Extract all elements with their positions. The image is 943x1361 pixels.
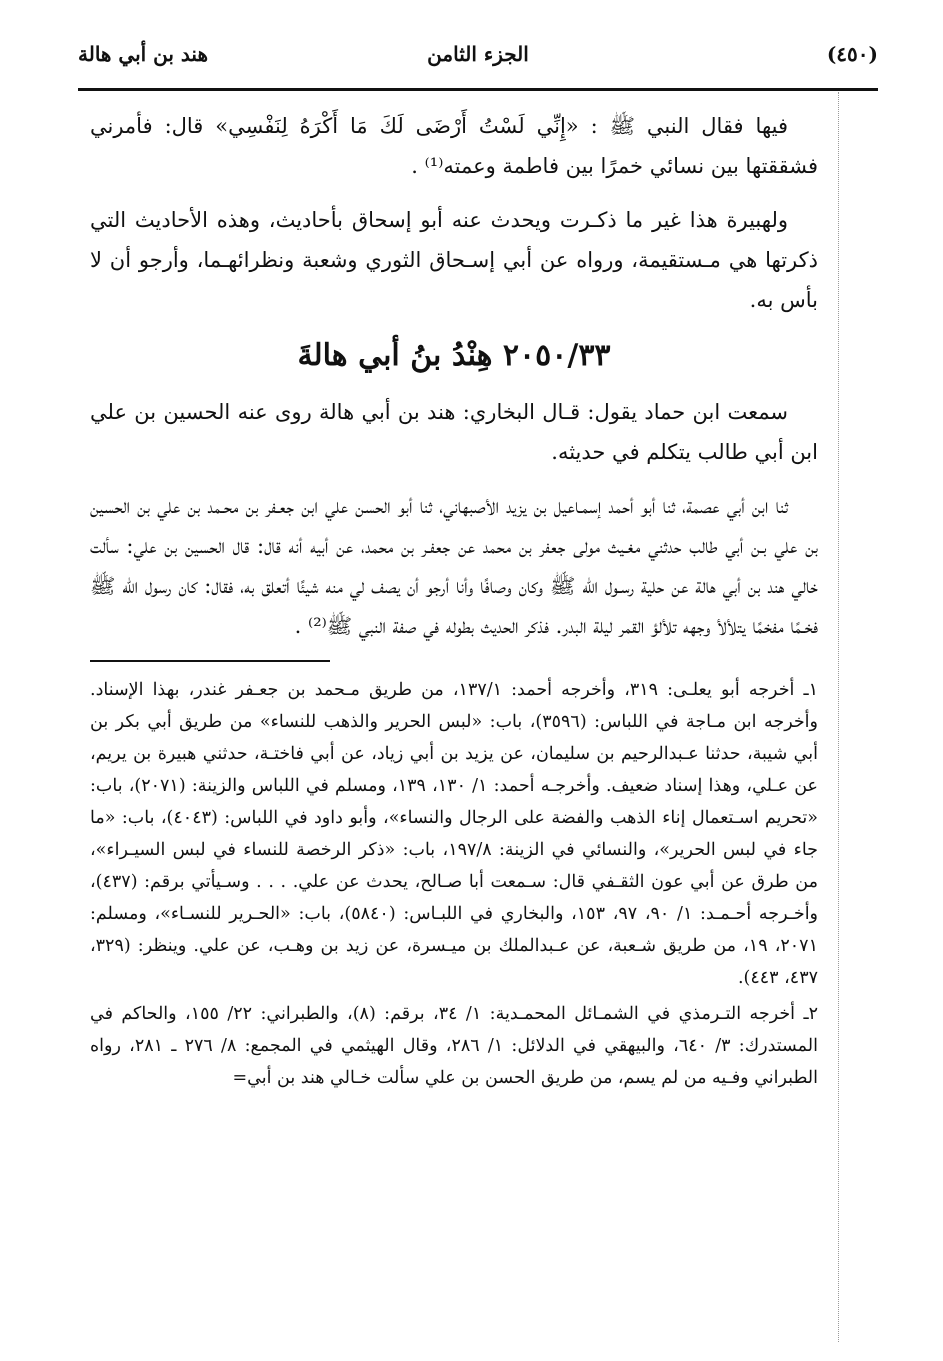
section-title: ٢٠٥٠/٣٣ هِنْدُ بنُ أبي هالةَ (297, 338, 611, 373)
footnote: ١ـ أخرجه أبو يعلـى: ٣١٩، وأخرجه أحمد: ١٣٧/١، من طريق مـحمد بن جعـفر غندر، بهذا الإسناد. وأخرجه ابن مـاجة في اللباس: (٣٥٩٦)، باب: «لبس الحرير والذهب للنساء» من طريق أبي بكر بن أبي شيبة، حدثنا عـبدالرحيم بن سليمان، عن يزيد بن أبي زياد، عن أبي فاختـة، حدثني هبيرة بن يريم، عن عـلي، وهذا إسناد ضعيف. وأخرجـه أحمد: ١/ ١٣٠، ١٣٩، ومسلم في اللباس والزينة: (٢٠٧١)، باب: «تحريم اسـتعمال إناء الذهب والفضة على الرجال والنساء»، وأبو داود في اللباس: (٤٠٤٣)، باب: «ما جاء في لبس الحرير»، والنسائي في الزينة: ١٩٧/٨، باب: «ذكر الرخصة للنساء في لبس السيـراء»، من طرق عن أبي عون الثقـفي قال: سـمعت أبا صـالح، يحدث عن علي. . . . وسـيأتي برقم: (٤٣٧)، وأخـرجه أحـمـد: ١/ ٩٠، ٩٧، ١٥٣، والبخاري في اللبـاس: (٥٨٤٠)، باب: «الحـرير للنسـاء»، ومسلم: ٢٠٧١، ١٩، من طريق شـعبة، عن عـبدالملك بن ميـسرة، عن زيد بن وهـب، عن علي. وينظر: (٣٢٩، ٤٣٧، ٤٤٣). (90, 680, 819, 988)
entry-title-running: هند بن أبي هالة (78, 42, 209, 66)
page-number: (٤٥٠) (826, 42, 878, 66)
paragraph: فيها فقال النبي ﷺ : «إِنِّي لَسْتُ أَرْضَى لَكَ مَا أَكْرَهُ لِنَفْسِي» قال: فأمرني فشققتها بين نسائي خمرًا بين فاطمة وعمته⁽¹⁾ . (90, 114, 818, 178)
page-body (90, 106, 818, 1098)
paragraph: ولهبيرة هذا غير ما ذكـرت ويحدث عنه أبو إسحاق بأحاديث، وهذه الأحاديث التي ذكرتها هي مـستقيمة، ورواه عن أبي إسـحاق الثوري وشعبة ونظرائهـما، وأرجو أن لا بأس به. (90, 208, 818, 312)
paragraph: ثنا ابن أبي عصمة، ثنا أبو أحمد إسمـاعيل بن يزيد الأصبهاني، ثنا أبو الحسن علي ابن جعـفر بن محـمد بن علي بن الحسين بن علي بـن أبي طالب حدثني مغـيث مولى جعفر بن محمد عن جعفـر بن محمد، عن أبيه أنه قال: قال الحسين بن علي: سألت خالي هند بن أبي هالة عن حلية رسـول الله ﷺ وكان وصافًا وأنا أرجو أن يصف لي منه شيئًا أتعلق به، فقال: كان رسول الله ﷺ فخـمًا مفخمًا يتلألأ وجهه تلألؤ القمر ليلة البدر. فذكر الحديث بطوله في صفة النبي ﷺ⁽²⁾ . (90, 494, 818, 638)
header-rule (78, 88, 878, 91)
paragraph: سمعت ابن حماد يقول: قـال البخاري: هند بن أبي هالة روى عنه الحسين بن علي ابن أبي طالب يتكلم في حديثه. (90, 400, 818, 464)
footnote-separator (90, 660, 330, 662)
volume-label: الجزء الثامن (427, 42, 529, 66)
margin-rule (838, 92, 839, 1342)
footnote: ٢ـ أخرجه التـرمذي في الشمـائل المحمـدية: ١/ ٣٤، برقم: (٨)، والطبراني: ٢٢/ ١٥٥، والحاكم في المستدرك: ٣/ ٦٤٠، والبيهقي في الدلائل: ١/ ٢٨٦، وقال الهيثمي في المجمع: ٨/ ٢٧٦ ـ ٢٨١، رواه الطبراني وفـيه من لم يسم، من طريق الحسن بن علي سألت خـالي هند بن أبي= (90, 1004, 819, 1088)
page-header (78, 42, 878, 82)
